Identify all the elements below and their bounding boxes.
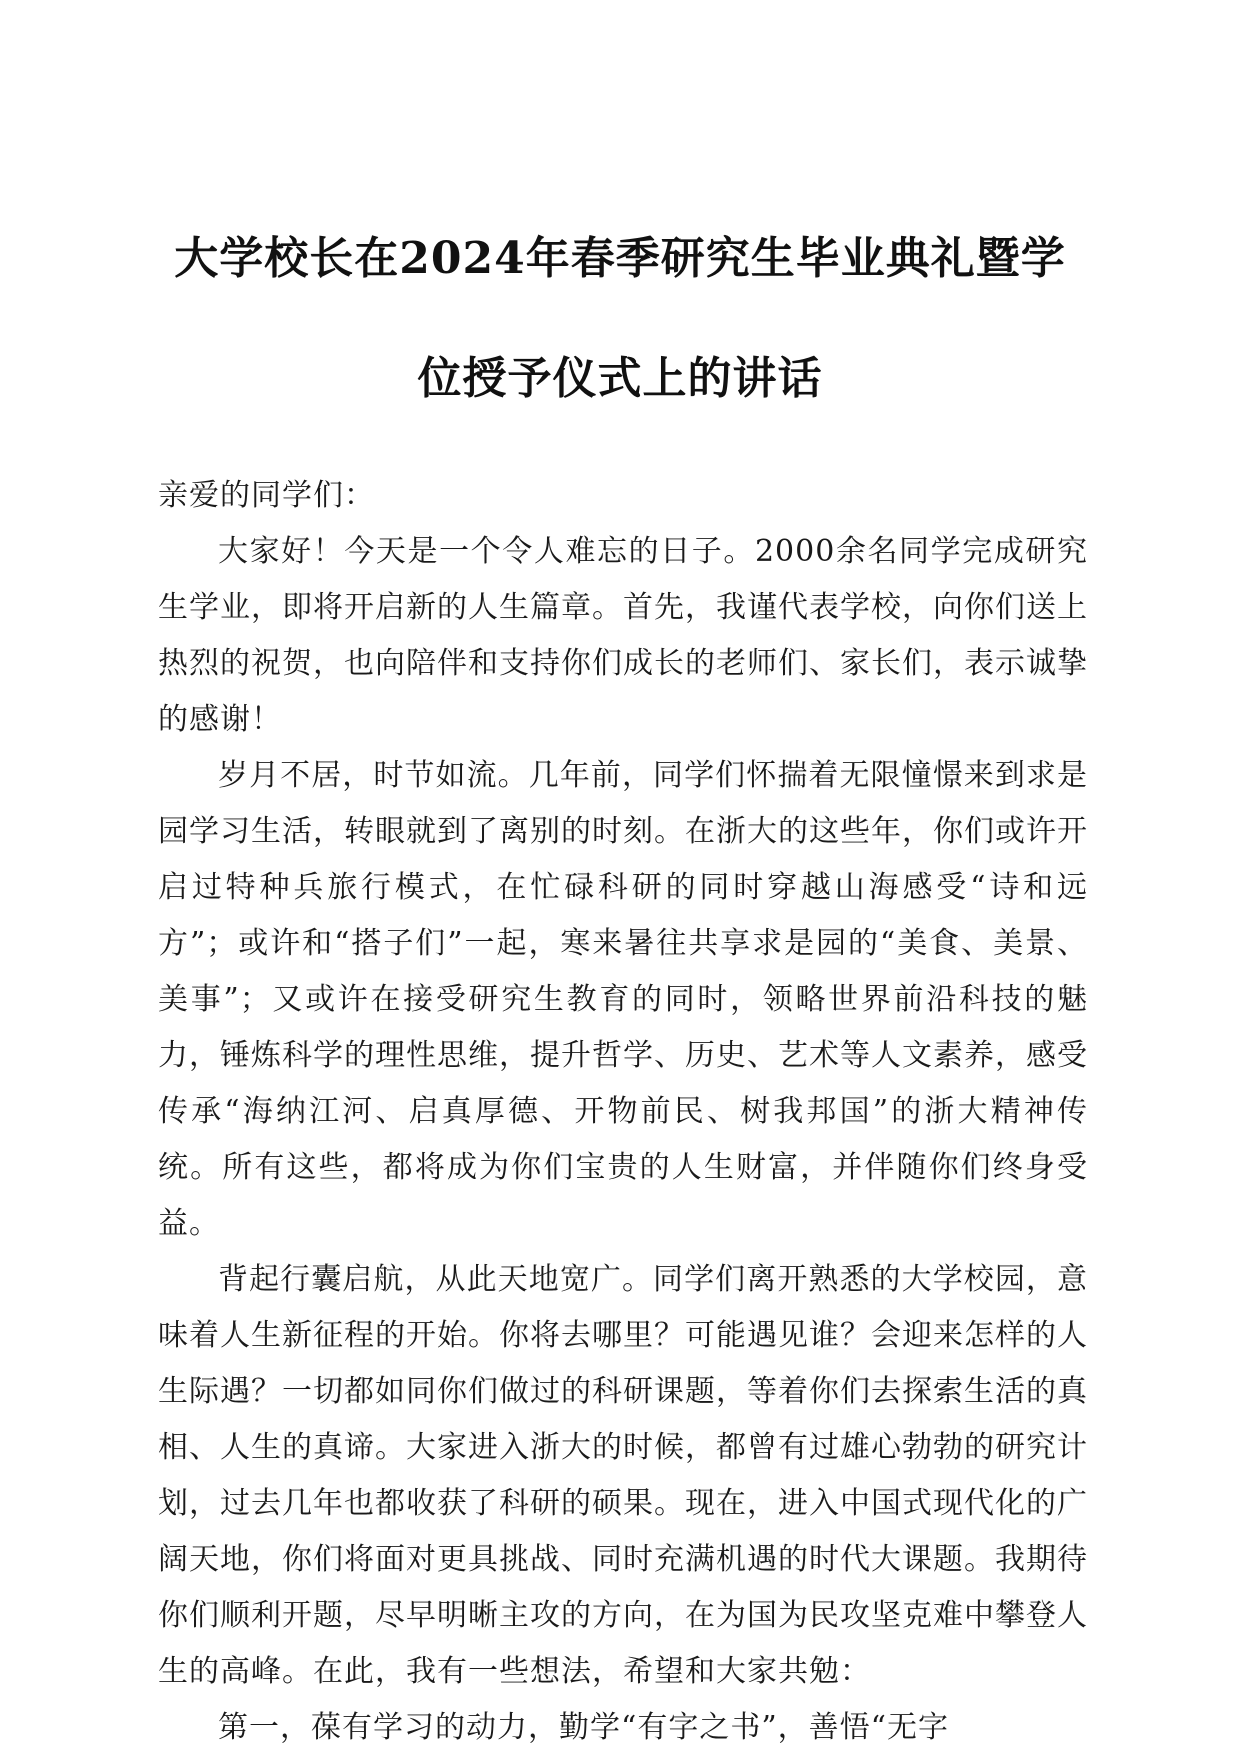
document-title-line-2: 位授予仪式上的讲话 xyxy=(417,353,823,404)
salutation: 亲爱的同学们： xyxy=(158,478,375,513)
paragraph: 大家好！今天是一个令人难忘的日子。2000余名同学完成研究生学业，即将开启新的人生篇章。首先，我谨代表学校，向你们送上热烈的祝贺，也向陪伴和支持你们成长的老师们、家长们，表示诚挚的感谢！ xyxy=(158,534,1088,737)
document-body xyxy=(158,468,1088,1756)
paragraph: 第一，葆有学习的动力，勤学“有字之书”，善悟“无字 xyxy=(218,1710,950,1745)
document-title-line-1: 大学校长在2024年春季研究生毕业典礼暨学 xyxy=(174,233,1066,284)
paragraph: 背起行囊启航，从此天地宽广。同学们离开熟悉的大学校园，意味着人生新征程的开始。你将去哪里？可能遇见谁？会迎来怎样的人生际遇？一切都如同你们做过的科研课题，等着你们去探索生活的真相、人生的真谛。大家进入浙大的时候，都曾有过雄心勃勃的研究计划，过去几年也都收获了科研的硕果。现在，进入中国式现代化的广阔天地，你们将面对更具挑战、同时充满机遇的时代大课题。我期待你们顺利开题，尽早明晰主攻的方向，在为国为民攻坚克难中攀登人生的高峰。在此，我有一些想法，希望和大家共勉： xyxy=(158,1262,1088,1689)
paragraph: 岁月不居，时节如流。几年前，同学们怀揣着无限憧憬来到求是园学习生活，转眼就到了离别的时刻。在浙大的这些年，你们或许开启过特种兵旅行模式，在忙碌科研的同时穿越山海感受“诗和远方”；或许和“搭子们”一起，寒来暑往共享求是园的“美食、美景、美事”；又或许在接受研究生教育的同时，领略世界前沿科技的魅力，锤炼科学的理性思维，提升哲学、历史、艺术等人文素养，感受传承“海纳江河、启真厚德、开物前民、树我邦国”的浙大精神传统。所有这些，都将成为你们宝贵的人生财富，并伴随你们终身受益。 xyxy=(158,758,1088,1241)
